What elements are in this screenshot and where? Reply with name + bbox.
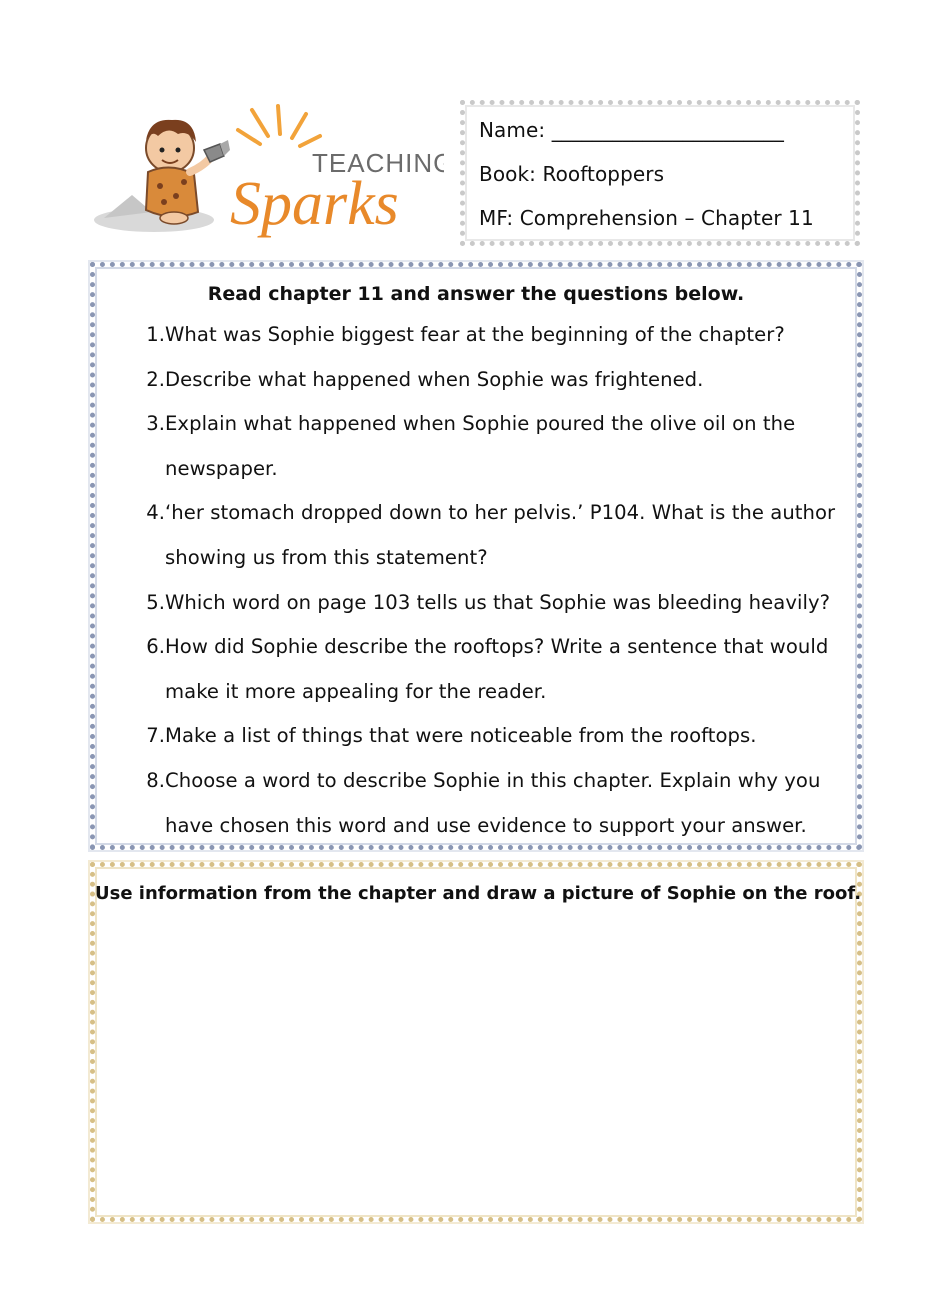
questions-box [90, 262, 862, 850]
question-text: have chosen this word and use evidence to support your answer. [165, 813, 807, 837]
question-number: 7. [146, 724, 165, 748]
sun-rays-icon [238, 106, 320, 146]
question-text: ‘her stomach dropped down to her pelvis.’ P104. What is the author [165, 501, 836, 525]
question-number: 2. [146, 367, 165, 391]
question-number: 4. [146, 501, 165, 525]
question-text: make it more appealing for the reader. [165, 679, 547, 703]
logo-word-teaching: TEACHING [312, 148, 444, 178]
teaching-sparks-logo [92, 100, 444, 245]
name-field[interactable]: Name: _______________________ [479, 118, 784, 142]
question-text: Explain what happened when Sophie poured the olive oil on the [165, 412, 796, 436]
question-text: Choose a word to describe Sophie in this chapter. Explain why you [165, 769, 821, 792]
question-text: Describe what happened when Sophie was frightened. [165, 367, 704, 391]
logo-graphic [92, 100, 444, 245]
question-text: Make a list of things that were noticeable from the rooftops. [165, 724, 757, 748]
question-text: showing us from this statement? [165, 546, 488, 569]
question-number: 8. [146, 769, 165, 792]
question-number: 1. [146, 323, 165, 346]
question-text: How did Sophie describe the rooftops? Write a sentence that would [165, 635, 829, 659]
question-text: What was Sophie biggest fear at the beginning of the chapter? [165, 323, 785, 346]
drawing-area[interactable] [90, 862, 862, 1222]
logo-word-sparks: Sparks [230, 170, 399, 238]
mf-label: MF: Comprehension – Chapter 11 [479, 206, 814, 230]
question-text: newspaper. [165, 456, 278, 480]
question-number: 6. [146, 635, 165, 659]
student-info-box [460, 100, 860, 246]
questions-heading: Read chapter 11 and answer the questions below. [207, 283, 745, 305]
question-number: 3. [146, 412, 165, 436]
question-number: 5. [146, 590, 165, 614]
book-title: Book: Rooftoppers [479, 162, 665, 186]
caveman-mascot-icon [94, 120, 230, 232]
question-text: Which word on page 103 tells us that Sophie was bleeding heavily? [165, 590, 831, 614]
drawing-instruction: Use information from the chapter and draw a picture of Sophie on the roof. [95, 883, 862, 904]
